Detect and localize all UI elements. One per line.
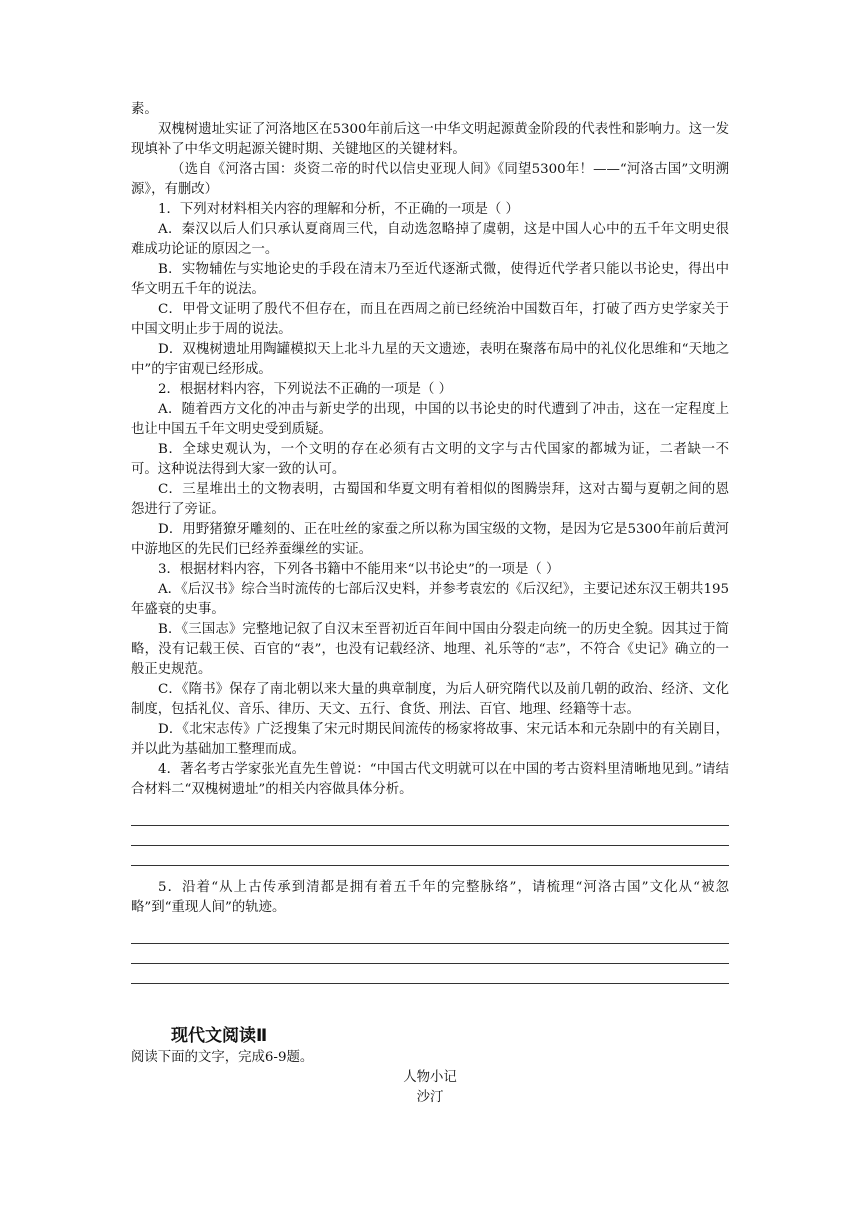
question-stem: 5．沿着“从上古传承到清都是拥有着五千年的完整脉络”，请梳理“河洛古国”文化从“被忽略”到“重现人间”的轨迹。 — [131, 880, 729, 915]
question-5 — [131, 878, 729, 984]
option-a: A．随着西方文化的冲击与新史学的出现，中国的以书论史的时代遭到了冲击，这在一定程度上也让中国五千年文明史受到质疑。 — [131, 402, 729, 437]
option-a: A．《后汉书》综合当时流传的七部后汉史料，并参考袁宏的《后汉纪》，主要记述东汉王朝共195年盛衰的史事。 — [131, 582, 729, 617]
answer-lines — [131, 924, 729, 984]
answer-line[interactable] — [131, 826, 729, 846]
option-c: C．《隋书》保存了南北朝以来大量的典章制度，为后人研究隋代以及前几朝的政治、经济、文化制度，包括礼仪、音乐、律历、天文、五行、食货、刑法、百官、地理、经籍等十志。 — [131, 682, 729, 717]
article-author: 沙汀 — [416, 1090, 444, 1105]
question-stem: 1．下列对材料相关内容的理解和分析，不正确的一项是（ ） — [158, 202, 519, 217]
question-stem: 4．著名考古学家张光直先生曾说：“中国古代文明就可以在中国的考古资料里清晰地见到。”请结合材料二“双槐树遗址”的相关内容做具体分析。 — [131, 762, 729, 797]
section-instruction: 阅读下面的文字，完成6-9题。 — [131, 1050, 314, 1065]
answer-line[interactable] — [131, 964, 729, 984]
answer-lines — [131, 806, 729, 866]
option-b: B．《三国志》完整地记叙了自汉末至晋初近百年间中国由分裂走向统一的历史全貌。因其过于简略，没有记载王侯、百官的“表”，也没有记载经济、地理、礼乐等的“志”，不符合《史记》确立的一般正史规范。 — [131, 622, 729, 677]
answer-line[interactable] — [131, 924, 729, 944]
paragraph: 双槐树遗址实证了河洛地区在5300年前后这一中华文明起源黄金阶段的代表性和影响力。这一发现填补了中华文明起源关键时期、关键地区的关键材料。 — [131, 122, 729, 157]
answer-line[interactable] — [131, 806, 729, 826]
question-4 — [131, 760, 729, 866]
question-stem: 3．根据材料内容，下列各书籍中不能用来“以书论史”的一项是（ ） — [158, 562, 560, 577]
question-stem: 2．根据材料内容，下列说法不正确的一项是（ ） — [158, 382, 452, 397]
document-body — [131, 100, 729, 1108]
section-title: 现代文阅读Ⅱ — [171, 1026, 268, 1046]
question-3 — [131, 560, 729, 760]
option-a: A．秦汉以后人们只承认夏商周三代，自动选忽略掉了虞朝，这是中国人心中的五千年文明史很难成功论证的原因之一。 — [131, 222, 729, 257]
option-c: C．三星堆出土的文物表明，古蜀国和华夏文明有着相似的图腾崇拜，这对古蜀与夏朝之间的恩怨进行了旁证。 — [131, 482, 729, 517]
material-ending — [131, 100, 729, 200]
answer-line[interactable] — [131, 846, 729, 866]
option-b: B．全球史观认为，一个文明的存在必须有古文明的文字与古代国家的都城为证，二者缺一不可。这种说法得到大家一致的认可。 — [131, 442, 729, 477]
option-c: C．甲骨文证明了殷代不但存在，而且在西周之前已经统治中国数百年，打破了西方史学家关于中国文明止步于周的说法。 — [131, 302, 729, 337]
option-d: D．用野猪獠牙雕刻的、正在吐丝的家蚕之所以称为国宝级的文物，是因为它是5300年前后黄河中游地区的先民们已经养蚕缫丝的实证。 — [131, 522, 729, 557]
paragraph: 素。 — [131, 102, 158, 117]
article-title: 人物小记 — [403, 1070, 457, 1085]
answer-line[interactable] — [131, 944, 729, 964]
source-citation: （选自《河洛古国：炎资二帝的时代以信史亚现人间》《同望5300年！——“河洛古国”文明溯源》，有删改） — [131, 162, 729, 197]
option-d: D．双槐树遗址用陶罐模拟天上北斗九星的天文遗迹，表明在聚落布局中的礼仪化思维和“天地之中”的宇宙观已经形成。 — [131, 342, 729, 377]
section-2 — [131, 1024, 729, 1108]
option-d: D．《北宋志传》广泛搜集了宋元时期民间流传的杨家将故事、宋元话本和元杂剧中的有关剧目，并以此为基础加工整理而成。 — [131, 722, 729, 757]
question-1 — [131, 200, 729, 380]
question-2 — [131, 380, 729, 560]
option-b: B．实物辅佐与实地论史的手段在清末乃至近代逐渐式微，使得近代学者只能以书论史，得出中华文明五千年的说法。 — [131, 262, 729, 297]
